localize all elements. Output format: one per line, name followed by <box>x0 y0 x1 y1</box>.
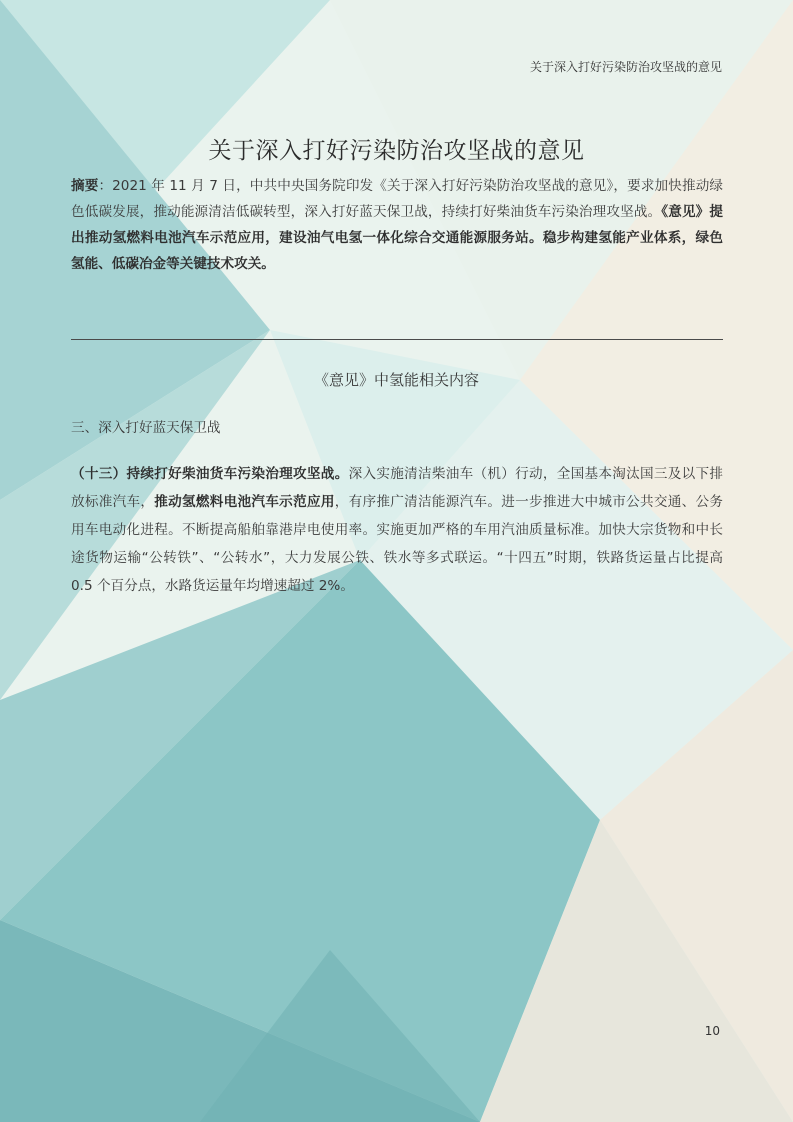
paragraph-text-2: ，有序推广清洁能源汽车。进一步推进大中城市公共交通、公务用车电动化进程。不断提高船舶靠港岸电使用率。实施更加严格的车用汽油质量标准。加快大宗货物和中长途货物运输“公转铁”、“公转水”，大力发展公铁、铁水等多式联运。“十四五”时期，铁路货运量占比提高 0.5 个百分点，水路货运量年均增速超过 2%。 <box>71 494 724 594</box>
paragraph-text-1: 深入实施清洁柴油车（机）行动，全国基本淘汰国三及以下排放标准汽车， <box>71 466 724 510</box>
abstract-text: 2021 年 11 月 7 日，中共中央国务院印发《关于深入打好污染防治攻坚战的意见》，要求加快推动绿色低碳发展，推动能源清洁低碳转型，深入打好蓝天保卫战，持续打好柴油货车污染治理攻坚战。 <box>71 178 724 220</box>
page-number: 10 <box>704 1024 720 1038</box>
document-title: 关于深入打好污染防治攻坚战的意见 <box>208 138 585 165</box>
paragraph-highlight: 推动氢燃料电池汽车示范应用 <box>154 494 335 510</box>
body-paragraph <box>71 460 723 600</box>
abstract <box>71 173 723 277</box>
abstract-label: 摘要 <box>71 178 99 194</box>
abstract-bold-text: 《意见》提出推动氢燃料电池汽车示范应用，建设油气电氢一体化综合交通能源服务站。稳步构建氢能产业体系，绿色氢能、低碳冶金等关键技术攻关。 <box>71 204 724 272</box>
divider <box>71 339 723 340</box>
running-header: 关于深入打好污染防治攻坚战的意见 <box>529 60 722 74</box>
paragraph-lead: （十三）持续打好柴油货车污染治理攻坚战。 <box>71 466 349 482</box>
section-subheading: 《意见》中氢能相关内容 <box>313 371 479 389</box>
abstract-separator: ： <box>98 178 113 194</box>
section-title: 三、深入打好蓝天保卫战 <box>71 420 221 436</box>
